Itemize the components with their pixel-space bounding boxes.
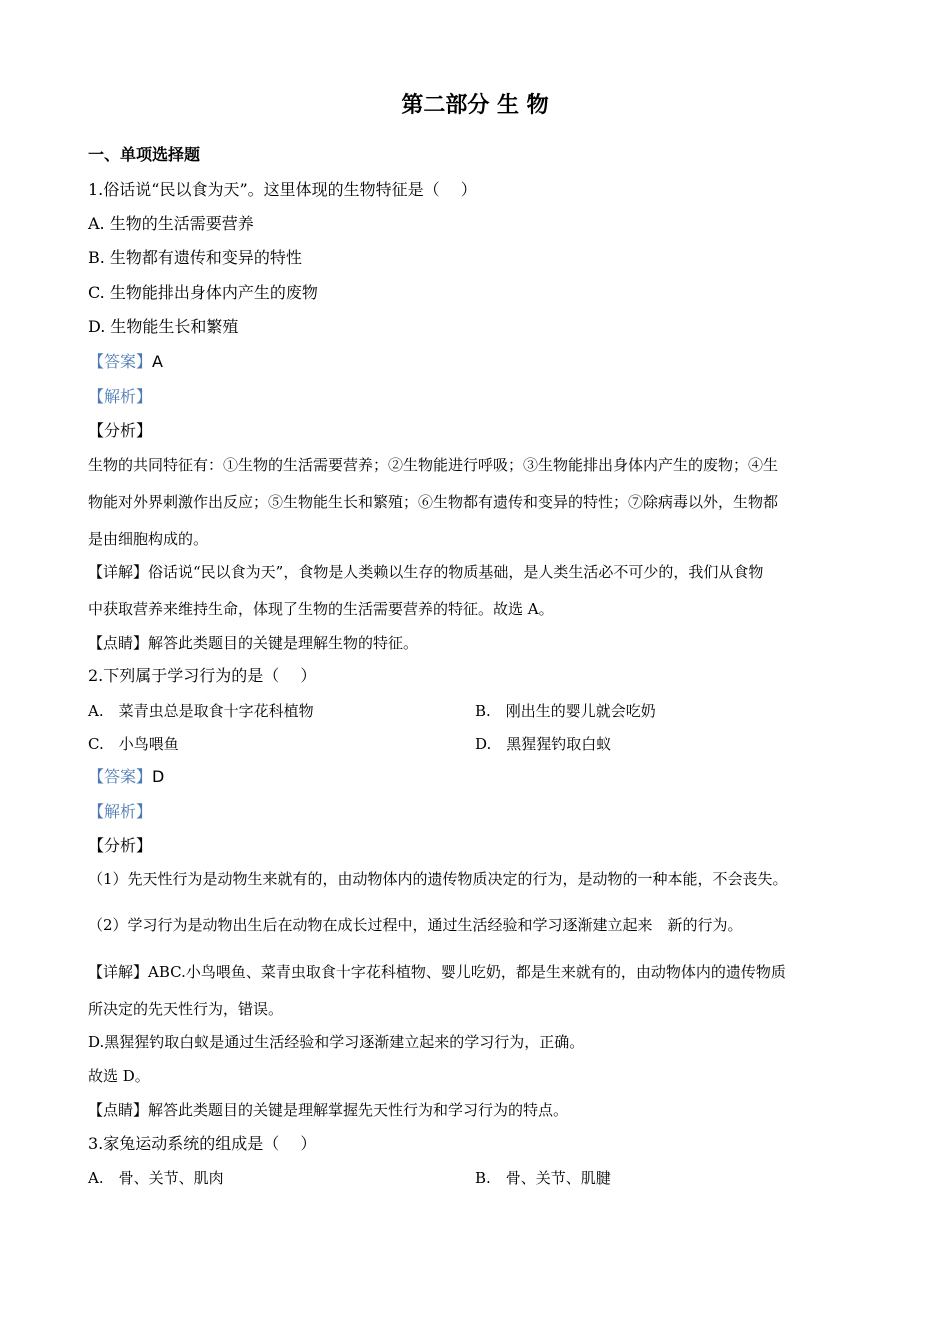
q2-analysis-line-2: （2）学习行为是动物出生后在动物在成长过程中，通过生活经验和学习逐渐建立起来 新的行为。 (88, 916, 743, 934)
q1-option-b: B. 生物都有遗传和变异的特性 (88, 248, 302, 267)
question-3-stem: 3.家兔运动系统的组成是（ ） (88, 1134, 317, 1153)
q1-option-d: D. 生物能生长和繁殖 (88, 317, 239, 336)
q1-dianjing: 【点睛】解答此类题目的关键是理解生物的特征。 (88, 634, 419, 652)
question-2-stem: 2.下列属于学习行为的是（ ） (88, 666, 317, 685)
q1-detail-line-2: 中获取营养来维持生命，体现了生物的生活需要营养的特征。故选 A。 (88, 600, 554, 618)
answer-value: D (152, 767, 165, 786)
q1-answer (88, 352, 163, 372)
q2-option-a: A. 菜青虫总是取食十字花科植物 (88, 702, 314, 720)
q2-detail-line-1: 【详解】ABC.小鸟喂鱼、菜青虫取食十字花科植物、婴儿吃奶，都是生来就有的，由动物体内的遗传物质 (88, 963, 786, 981)
answer-label: 【答案】 (88, 352, 153, 371)
q1-analysis-line-3: 是由细胞构成的。 (88, 530, 209, 548)
answer-value: A (152, 352, 163, 371)
q1-analysis-line-1: 生物的共同特征有：①生物的生活需要营养；②生物能进行呼吸；③生物能排出身体内产生的废物；④生 (88, 456, 779, 474)
q2-analysis-line-1: （1）先天性行为是动物生来就有的，由动物体内的遗传物质决定的行为，是动物的一种本能，不会丧失。 (88, 870, 788, 888)
page-title: 第二部分 生 物 (401, 92, 549, 118)
section-heading: 一、单项选择题 (88, 145, 201, 164)
answer-label: 【答案】 (88, 767, 153, 786)
q2-option-c: C. 小鸟喂鱼 (88, 735, 179, 753)
q2-detail-line-3: D.黑猩猩钓取白蚁是通过生活经验和学习逐渐建立起来的学习行为，正确。 (88, 1033, 585, 1051)
q2-option-b: B. 刚出生的婴儿就会吃奶 (475, 702, 656, 720)
q2-detail-line-2: 所决定的先天性行为，错误。 (88, 1000, 284, 1018)
q1-detail-line-1: 【详解】俗话说“民以食为天”，食物是人类赖以生存的物质基础，是人类生活必不可少的，我们从食物 (88, 563, 764, 581)
q3-option-a: A. 骨、关节、肌肉 (88, 1169, 224, 1187)
q1-jiexi-label: 【解析】 (88, 387, 153, 406)
q2-jiexi-label: 【解析】 (88, 802, 153, 821)
q2-dianjing: 【点睛】解答此类题目的关键是理解掌握先天性行为和学习行为的特点。 (88, 1101, 569, 1119)
q2-detail-line-4: 故选 D。 (88, 1067, 150, 1085)
q2-fenxi-label: 【分析】 (88, 836, 153, 855)
q3-option-b: B. 骨、关节、肌腱 (475, 1169, 611, 1187)
q1-analysis-line-2: 物能对外界刺激作出反应；⑤生物能生长和繁殖；⑥生物都有遗传和变异的特性；⑦除病毒以外，生物都 (88, 493, 779, 511)
q1-option-a: A. 生物的生活需要营养 (88, 214, 254, 233)
q1-fenxi-label: 【分析】 (88, 421, 153, 440)
q2-answer (88, 767, 164, 787)
q2-option-d: D. 黑猩猩钓取白蚁 (475, 735, 612, 753)
q1-option-c: C. 生物能排出身体内产生的废物 (88, 283, 318, 302)
question-1-stem: 1.俗话说“民以食为天”。这里体现的生物特征是（ ） (88, 180, 477, 199)
